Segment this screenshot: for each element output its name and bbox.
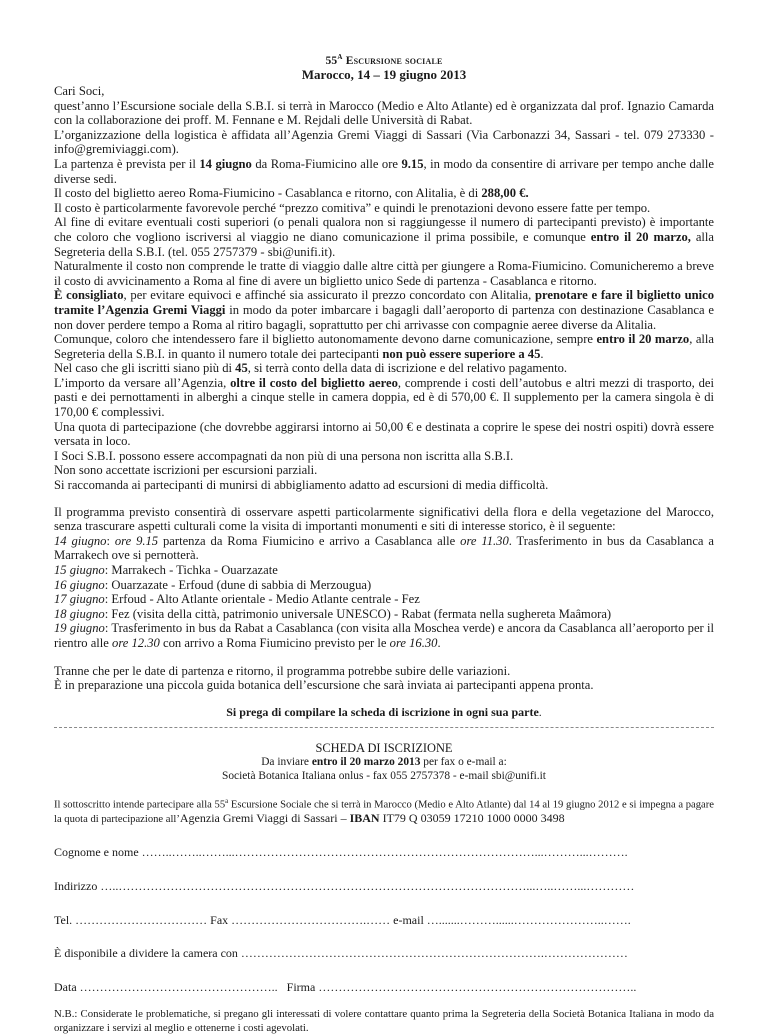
registration-form — [54, 742, 714, 1035]
program-day-6: 19 giugno: Trasferimento in bus da Rabat a Casablanca (con visita alla Moschea verde) e ancora da Casablanca all’aeroporto per il rientro alle ore 12.30 con arrivo a Roma Fiumicino previsto per le ore 16.30. — [54, 621, 714, 650]
signature-field[interactable]: Firma …………………………………………………………………….. — [286, 980, 637, 994]
paragraph-connections: Naturalmente il costo non comprende le tratte di viaggio dalle altre città per giungere a Roma-Fiumicino. Comunicheremo a breve il costo di avvicinamento a Roma al fine di avere un biglietto unico Sede di partenza - Casablanca e ritorno. — [54, 259, 714, 288]
contact-field[interactable]: Tel. …………………………… Fax …………………………….…… e-mail ….......………......…………………..……. — [54, 913, 631, 927]
address-field[interactable]: Indirizzo …..…………………………………………………………………………………………...…..……...………… — [54, 880, 635, 894]
paragraph-recommendation: È consigliato, per evitare equivoci e affinché sia assicurato il prezzo concordato con Alitalia, prenotare e fare il biglietto unico tramite l’Agenzia Gremi Viaggi in modo da poter imbarcare i bagagli dall’aeroporto di partenza con destinazione Casablanca e non dover perdere tempo a Roma al ritiro bagagli, soprattutto per chi arrivasse con compagnie aeree diverse da Alitalia. — [54, 288, 715, 332]
paragraph-partial: Non sono accettate iscrizioni per escursioni parziali. — [54, 463, 318, 478]
paragraph-departure: La partenza è prevista per il 14 giugno da Roma-Fiumicino alle ore 9.15, in modo da consentire di arrivare per tempo anche dalle diverse sedi. — [54, 156, 714, 186]
roommate-field[interactable]: È disponibile a dividere la camera con ………………………………………………………………….………………… — [54, 947, 628, 961]
paragraph-ticket-cost: Il costo del biglietto aereo Roma-Fiumicino - Casablanca e ritorno, con Alitalia, è di 288,00 €. — [54, 186, 529, 201]
paragraph-fee: Una quota di partecipazione (che dovrebbe aggirarsi intorno ai 50,00 € e destinata a coprire le spese dei nostri ospiti) dovrà essere versata in loco. — [54, 419, 714, 449]
program-intro: Il programma previsto consentirà di osservare aspetti particolarmente significativi della flora e della vegetazione del Marocco, senza trascurare aspetti culturali come la visita di importanti monumenti e siti di interesse storico, è il seguente: — [54, 504, 714, 534]
program-day-4: 17 giugno: Erfoud - Alto Atlante orientale - Medio Atlante centrale - Fez — [54, 592, 420, 607]
paragraph-amount: L’importo da versare all’Agenzia, oltre il costo del biglietto aereo, comprende i costi dell’autobus e altri mezzi di trasporto, dei pasti e dei pernottamenti in alberghi a cinque stelle in camera doppia, ed è di 570,00 €. Il supplemento per la camera singola è di 170,00 € complessivi. — [54, 375, 714, 420]
program-note-guide: È in preparazione una piccola guida botanica dell’escursione che sarà inviata ai partecipanti appena pronta. — [54, 678, 594, 693]
header-subtitle: Marocco, 14 – 19 giugno 2013 — [301, 67, 467, 83]
paragraph-autonomous: Comunque, coloro che intendessero fare il biglietto autonomamente devono darne comunicazione, sempre entro il 20 marzo, alla Segreteria della S.B.I. in quanto il numero totale dei partecipanti non può essere superiore a 45. — [54, 332, 715, 361]
form-title: SCHEDA DI ISCRIZIONE — [315, 741, 453, 756]
date-field[interactable]: Data ………………………………………….. — [54, 980, 278, 994]
program-note-variations: Tranne che per le date di partenza e ritorno, il programma potrebbe subire delle variazioni. — [54, 663, 511, 678]
program-section — [54, 505, 714, 720]
program-day-1: 14 giugno: ore 9.15 partenza da Roma Fiumicino e arrivo a Casablanca alle ore 11.30. Trasferimento in bus da Casablanca a Marrakech ove si pernotterà. — [54, 533, 714, 563]
paragraph-agency: L’organizzazione della logistica è affidata all’Agenzia Gremi Viaggi di Sassari (Via Carbonazzi 34, Sassari - tel. 079 273330 - info@gremiviaggi.com). — [54, 127, 714, 157]
letter-body — [54, 84, 714, 493]
cut-line — [54, 727, 714, 728]
paragraph-group-price: Il costo è particolarmente favorevole perché “prezzo comitiva” e quindi le prenotazioni devono essere fatte per tempo. — [54, 200, 651, 215]
document-header — [54, 50, 714, 83]
program-day-2: 15 giugno: Marrakech - Tichka - Ouarzazate — [54, 563, 278, 578]
paragraph-companions: I Soci S.B.I. possono essere accompagnati da non più di una persona non iscritta alla S.B.I. — [54, 448, 514, 463]
fill-request: Si prega di compilare la scheda di iscrizione in ogni sua parte. — [226, 704, 542, 719]
form-declaration: Il sottoscritto intende partecipare alla 55$^a$ Escursione Sociale che si terrà in Marocco (Medio e Alto Atlante) dal 14 al 19 giugno 2012 e si impegna a pagare la quota di partecipazione all’Agenzia Gremi Viaggi di Sassari – IBAN IT79 Q 03059 17210 1000 0000 3498 — [54, 797, 714, 826]
form-nb-note: N.B.: Considerate le problematiche, si pregano gli interessati di volere contattare quanto prima la Segreteria della Società Botanica Italiana in modo da organizzare i servizi al meglio e ottenerne i costi agevolati. — [54, 1008, 714, 1034]
program-day-5: 18 giugno: Fez (visita della città, patrimonio universale UNESCO) - Rabat (fermata nella sughereta Maâmora) — [54, 606, 612, 621]
paragraph-organizers: quest’anno l’Escursione sociale della S.B.I. si terrà in Marocco (Medio e Alto Atlante) ed è organizzata dal prof. Ignazio Camarda con la collaborazione dei proff. M. Fennane e M. Rejdali delle Università di Rabat. — [54, 98, 714, 128]
greeting: Cari Soci, — [54, 84, 105, 99]
header-title: $55^A$ Escursione sociale — [325, 53, 443, 67]
paragraph-clothing: Si raccomanda ai partecipanti di munirsi di abbigliamento adatto ad escursioni di media difficoltà. — [54, 478, 549, 493]
form-send-instructions: Da inviare entro il 20 marzo 2013 per fax o e-mail a: — [261, 755, 507, 768]
name-field[interactable]: Cognome e nome ……..……..……...…………………………………………………………………...………...………. — [54, 846, 628, 860]
date-signature-row — [54, 981, 714, 995]
program-day-3: 16 giugno: Ouarzazate - Erfoud (dune di sabbia di Merzougua) — [54, 577, 372, 592]
paragraph-deadline: Al fine di evitare eventuali costi superiori (o penali qualora non si raggiungesse il numero di partecipanti previsto) è importante che coloro che vogliono iscriversi al viaggio ne diano comunicazione il prima possibile, e comunque entro il 20 marzo, alla Segreteria della S.B.I. (tel. 055 2757379 - sbi@unifi.it). — [54, 215, 714, 259]
form-address: Società Botanica Italiana onlus - fax 055 2757378 - e-mail sbi@unifi.it — [222, 769, 546, 782]
paragraph-limit: Nel caso che gli iscritti siano più di 45, si terrà conto della data di iscrizione e del relativo pagamento. — [54, 361, 568, 376]
